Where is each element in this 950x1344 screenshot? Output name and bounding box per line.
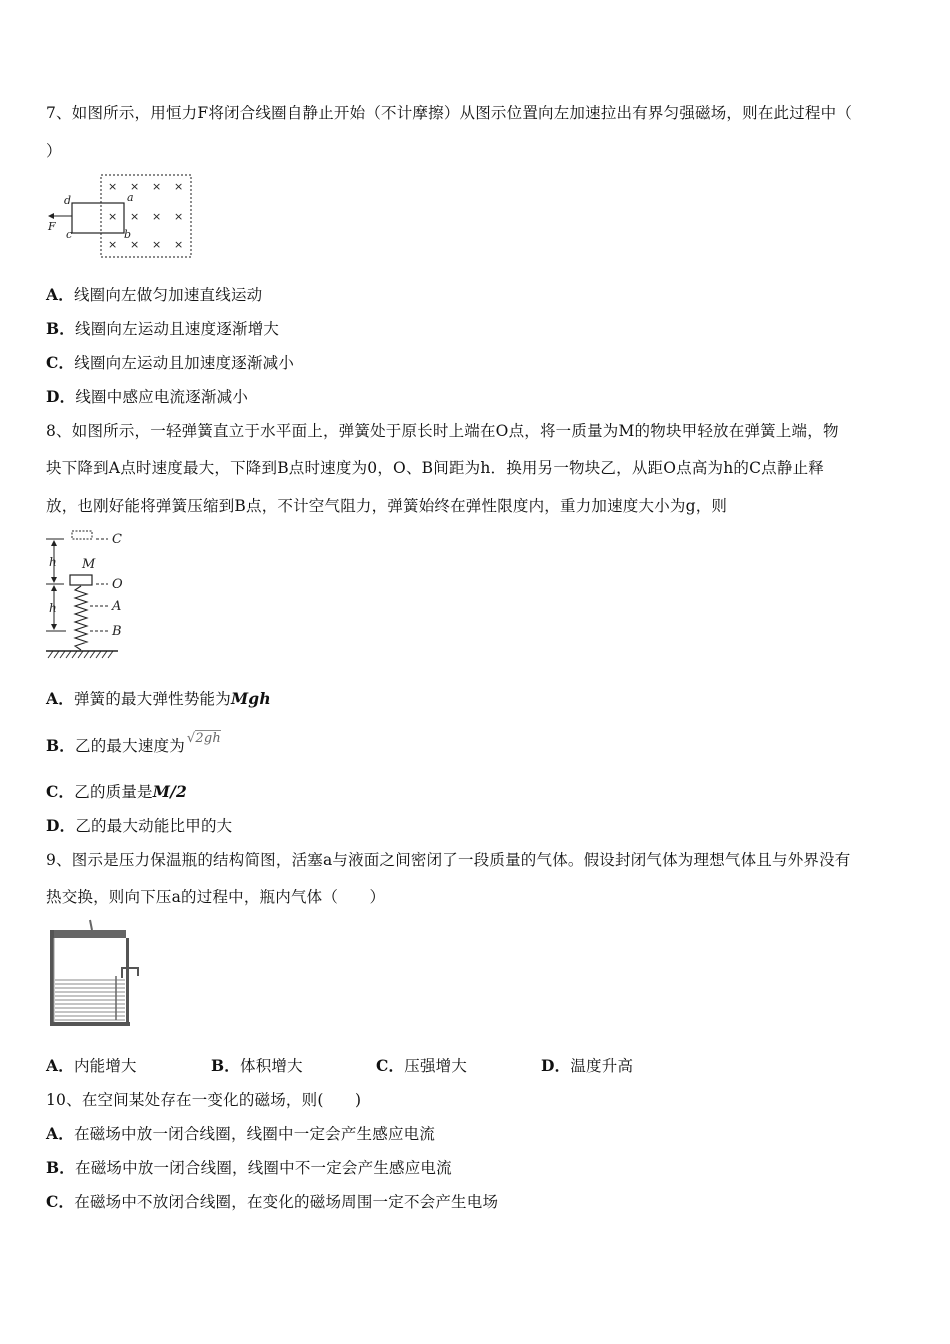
label-c: c bbox=[66, 228, 73, 241]
q7-option-c: C．线圈向左运动且加速度逐渐减小 bbox=[46, 353, 295, 372]
label-b: b bbox=[124, 228, 132, 241]
q7-stem-cont: ） bbox=[46, 142, 62, 160]
label-a: a bbox=[127, 191, 134, 204]
label-A: A bbox=[112, 599, 122, 614]
q9-option-b: B．体积增大 bbox=[211, 1056, 303, 1075]
q10-option-a: A．在磁场中放一闭合线圈，线圈中一定会产生感应电流 bbox=[46, 1124, 436, 1143]
spring bbox=[75, 586, 87, 650]
label-M: M bbox=[82, 557, 96, 572]
field-crosses bbox=[108, 180, 183, 251]
q8-option-c: C．乙的质量是M/2 bbox=[46, 782, 187, 801]
label-d: d bbox=[64, 194, 72, 207]
outlet-tube bbox=[122, 968, 138, 978]
svg-text:×: × bbox=[108, 238, 118, 251]
svg-text:×: × bbox=[174, 180, 184, 193]
svg-text:×: × bbox=[174, 238, 184, 251]
svg-text:×: × bbox=[130, 180, 140, 193]
q7-stem: 7、如图所示，用恒力F将闭合线圈自静止开始（不计摩擦）从图示位置向左加速拉出有界匀强磁场，则在此过程中（ bbox=[46, 104, 853, 122]
q9-stem-line1: 9、图示是压力保温瓶的结构简图，活塞a与液面之间密闭了一段质量的气体。假设封闭气体为理想气体且与外界没有 bbox=[46, 851, 851, 869]
q8-option-b: B．乙的最大速度为 $^{√2gh}$ bbox=[46, 731, 221, 755]
sqrt-icon: √ bbox=[186, 731, 196, 746]
q9-option-a: A．内能增大 bbox=[46, 1056, 137, 1075]
q8-stem-line3: 放，也刚好能将弹簧压缩到B点，不计空气阻力，弹簧始终在弹性限度内，重力加速度大小为g，则 bbox=[46, 497, 728, 515]
q8-stem-line1: 8、如图所示，一轻弹簧直立于水平面上，弹簧处于原长时上端在O点，将一质量为M的物块甲轻放在弹簧上端，物 bbox=[46, 422, 839, 440]
q10-option-b: B．在磁场中放一闭合线圈，线圈中不一定会产生感应电流 bbox=[46, 1158, 452, 1177]
label-F: F bbox=[48, 220, 56, 233]
label-O: O bbox=[112, 577, 123, 592]
q7-figure bbox=[44, 170, 196, 262]
block-C bbox=[72, 531, 92, 539]
svg-text:×: × bbox=[174, 210, 184, 223]
q9-stem-line2: 热交换，则向下压a的过程中，瓶内气体（ ） bbox=[46, 888, 386, 906]
q8-stem-line2: 块下降到A点时速度最大，下降到B点时速度为0，O、B间距为h．换用另一物块乙，从距O点高为h的C点静止释 bbox=[46, 459, 824, 477]
q8-option-d: D．乙的最大动能比甲的大 bbox=[46, 816, 233, 835]
q9-option-d: D．温度升高 bbox=[541, 1056, 634, 1075]
piston-a bbox=[54, 930, 126, 938]
q9-figure-thermos bbox=[46, 918, 142, 1030]
svg-text:×: × bbox=[130, 238, 140, 251]
svg-text:×: × bbox=[152, 238, 162, 251]
label-C: C bbox=[112, 532, 122, 547]
block-M bbox=[70, 575, 92, 585]
q9-option-c: C．压强增大 bbox=[376, 1056, 468, 1075]
q8-option-a: A．弹簧的最大弹性势能为Mgh bbox=[46, 689, 271, 708]
q7-option-d: D．线圈中感应电流逐渐减小 bbox=[46, 387, 249, 406]
arrow-head-icon bbox=[48, 213, 54, 219]
q10-stem: 10、在空间某处存在一变化的磁场，则( ) bbox=[46, 1091, 362, 1109]
label-B: B bbox=[112, 624, 122, 639]
ground-hatch bbox=[48, 651, 113, 658]
label-h2: h bbox=[49, 601, 57, 615]
svg-text:×: × bbox=[152, 210, 162, 223]
svg-text:×: × bbox=[108, 210, 118, 223]
label-h1: h bbox=[49, 555, 57, 569]
q7-option-a: A．线圈向左做匀加速直线运动 bbox=[46, 285, 263, 304]
svg-text:×: × bbox=[152, 180, 162, 193]
svg-text:×: × bbox=[108, 180, 118, 193]
svg-text:×: × bbox=[130, 210, 140, 223]
liquid bbox=[55, 980, 125, 1020]
piston-rod bbox=[90, 920, 92, 930]
q10-option-c: C．在磁场中不放闭合线圈，在变化的磁场周围一定不会产生电场 bbox=[46, 1192, 499, 1211]
q7-option-b: B．线圈向左运动且速度逐渐增大 bbox=[46, 319, 280, 338]
q8-figure bbox=[44, 526, 134, 662]
